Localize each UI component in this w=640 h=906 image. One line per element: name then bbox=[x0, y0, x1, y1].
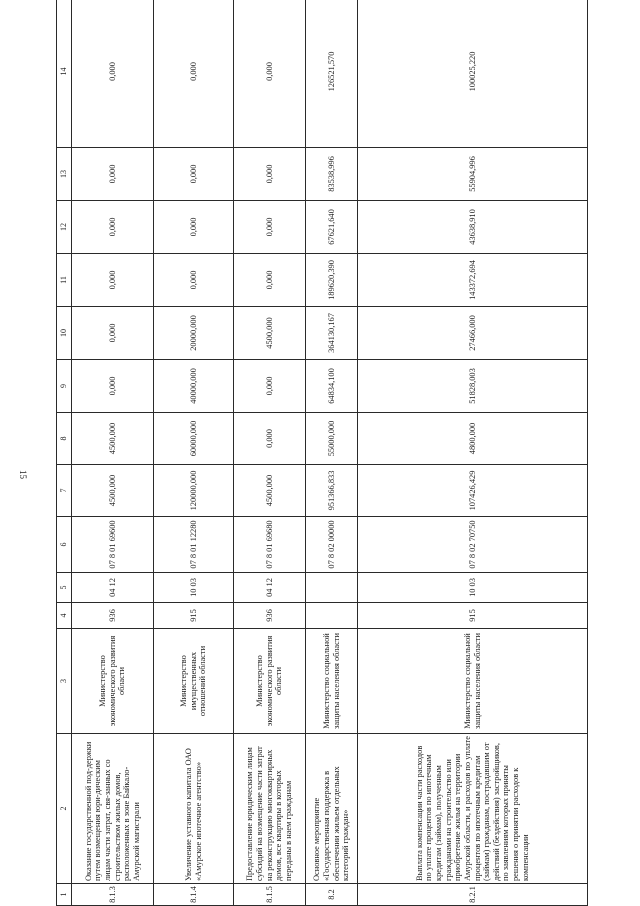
value-cell: 100025,220 bbox=[358, 0, 588, 148]
value-cell: 364130,167 bbox=[306, 307, 358, 360]
header-cell: 6 bbox=[57, 517, 72, 573]
header-cell: 1 bbox=[57, 884, 72, 906]
value-cell: 951366,833 bbox=[306, 465, 358, 517]
value-cell: 64834,100 bbox=[306, 360, 358, 413]
row-index: 8.1.4 bbox=[154, 884, 234, 906]
page-number: 15 bbox=[18, 470, 28, 479]
target-code: 07 8 01 12280 bbox=[154, 517, 234, 573]
table-row bbox=[358, 0, 588, 906]
executor: Министерство социальной защиты населения области bbox=[306, 629, 358, 734]
grbs-code: 915 bbox=[154, 603, 234, 629]
value-cell: 43638,910 bbox=[358, 201, 588, 254]
section-code: 10 03 bbox=[358, 573, 588, 603]
value-cell: 4800,000 bbox=[358, 413, 588, 465]
value-cell: 0,000 bbox=[72, 0, 154, 148]
value-cell: 0,000 bbox=[234, 413, 306, 465]
value-cell: 4500,000 bbox=[234, 307, 306, 360]
value-cell: 143372,694 bbox=[358, 254, 588, 307]
value-cell: 120000,000 bbox=[154, 465, 234, 517]
measure-name: Выплата компенсации части расходов по уплате процентов по ипотечным кредитам (займам), полученным гражданами на строительство или приобретение жилья на территории Амурской области, и расходов по уплате процентов по ипотечным кредитам (займам) гражданам, пострадавшим от действий (бездействия) застройщиков, по заявлениям которых приняты решения о принятии расходов к компенсации bbox=[358, 734, 588, 884]
value-cell: 4500,000 bbox=[234, 465, 306, 517]
target-code: 07 8 01 69600 bbox=[72, 517, 154, 573]
value-cell: 51828,003 bbox=[358, 360, 588, 413]
value-cell: 0,000 bbox=[72, 254, 154, 307]
executor: Министерство социальной защиты населения области bbox=[358, 629, 588, 734]
header-cell: 4 bbox=[57, 603, 72, 629]
value-cell: 55000,000 bbox=[306, 413, 358, 465]
header-cell: 11 bbox=[57, 254, 72, 307]
header-cell: 7 bbox=[57, 465, 72, 517]
value-cell: 0,000 bbox=[234, 148, 306, 201]
value-cell: 55904,996 bbox=[358, 148, 588, 201]
measure-name: Основное мероприятие «Государственная поддержка в обеспечении жильем отдельных категорий граждан» bbox=[306, 734, 358, 884]
value-cell: 0,000 bbox=[72, 201, 154, 254]
measure-name: Увеличение уставного капитала ОАО «Амурское ипотечное агентство» bbox=[154, 734, 234, 884]
value-cell: 0,000 bbox=[234, 360, 306, 413]
grbs-code: 915 bbox=[358, 603, 588, 629]
value-cell: 126521,570 bbox=[306, 0, 358, 148]
value-cell: 0,000 bbox=[72, 307, 154, 360]
measure-name: Оказание государственной под-держки путем возмещения юри-дическим лицам части затрат, свя-занных со строительством жилых домов, расположенных в зоне Байкало-Амурской магистрали bbox=[72, 734, 154, 884]
section-code: 04 12 bbox=[234, 573, 306, 603]
value-cell: 107426,429 bbox=[358, 465, 588, 517]
value-cell: 0,000 bbox=[154, 0, 234, 148]
header-cell: 13 bbox=[57, 148, 72, 201]
grbs-code: 936 bbox=[72, 603, 154, 629]
value-cell: 83538,996 bbox=[306, 148, 358, 201]
section-code: 04 12 bbox=[72, 573, 154, 603]
value-cell: 0,000 bbox=[72, 148, 154, 201]
value-cell: 20000,000 bbox=[154, 307, 234, 360]
value-cell: 40000,000 bbox=[154, 360, 234, 413]
value-cell: 4500,000 bbox=[72, 465, 154, 517]
table-row bbox=[154, 0, 234, 906]
row-index: 8.1.5 bbox=[234, 884, 306, 906]
budget-table bbox=[56, 0, 588, 906]
value-cell: 0,000 bbox=[234, 201, 306, 254]
value-cell: 0,000 bbox=[154, 148, 234, 201]
value-cell: 0,000 bbox=[72, 360, 154, 413]
value-cell: 60000,000 bbox=[154, 413, 234, 465]
value-cell: 189620,390 bbox=[306, 254, 358, 307]
header-cell: 9 bbox=[57, 360, 72, 413]
row-index: 8.2.1 bbox=[358, 884, 588, 906]
header-cell: 3 bbox=[57, 629, 72, 734]
grbs-code bbox=[306, 603, 358, 629]
header-cell: 5 bbox=[57, 573, 72, 603]
target-code: 07 8 02 00000 bbox=[306, 517, 358, 573]
section-code bbox=[306, 573, 358, 603]
target-code: 07 8 01 69680 bbox=[234, 517, 306, 573]
header-cell: 14 bbox=[57, 0, 72, 148]
executor: Министерство экономического развития области bbox=[72, 629, 154, 734]
value-cell: 67621,640 bbox=[306, 201, 358, 254]
header-cell: 8 bbox=[57, 413, 72, 465]
header-cell: 12 bbox=[57, 201, 72, 254]
row-index: 8.2 bbox=[306, 884, 358, 906]
header-row bbox=[57, 0, 72, 906]
row-index: 8.1.3 bbox=[72, 884, 154, 906]
target-code: 07 8 02 70750 bbox=[358, 517, 588, 573]
value-cell: 0,000 bbox=[154, 254, 234, 307]
header-cell: 2 bbox=[57, 734, 72, 884]
value-cell: 0,000 bbox=[234, 254, 306, 307]
executor: Министерство имущественных отношений области bbox=[154, 629, 234, 734]
grbs-code: 936 bbox=[234, 603, 306, 629]
header-cell: 10 bbox=[57, 307, 72, 360]
table-row bbox=[306, 0, 358, 906]
measure-name: Предоставление юридическим лицам субсидий на возмещение части затрат на реконструкцию многоквартирных домов, все квартиры в которых переданы в наем гражданам bbox=[234, 734, 306, 884]
value-cell: 27466,000 bbox=[358, 307, 588, 360]
rotated-page bbox=[56, 46, 616, 906]
table-row bbox=[72, 0, 154, 906]
value-cell: 4500,000 bbox=[72, 413, 154, 465]
executor: Министерство экономического развития области bbox=[234, 629, 306, 734]
value-cell: 0,000 bbox=[154, 201, 234, 254]
section-code: 10 03 bbox=[154, 573, 234, 603]
table-row bbox=[234, 0, 306, 906]
value-cell: 0,000 bbox=[234, 0, 306, 148]
